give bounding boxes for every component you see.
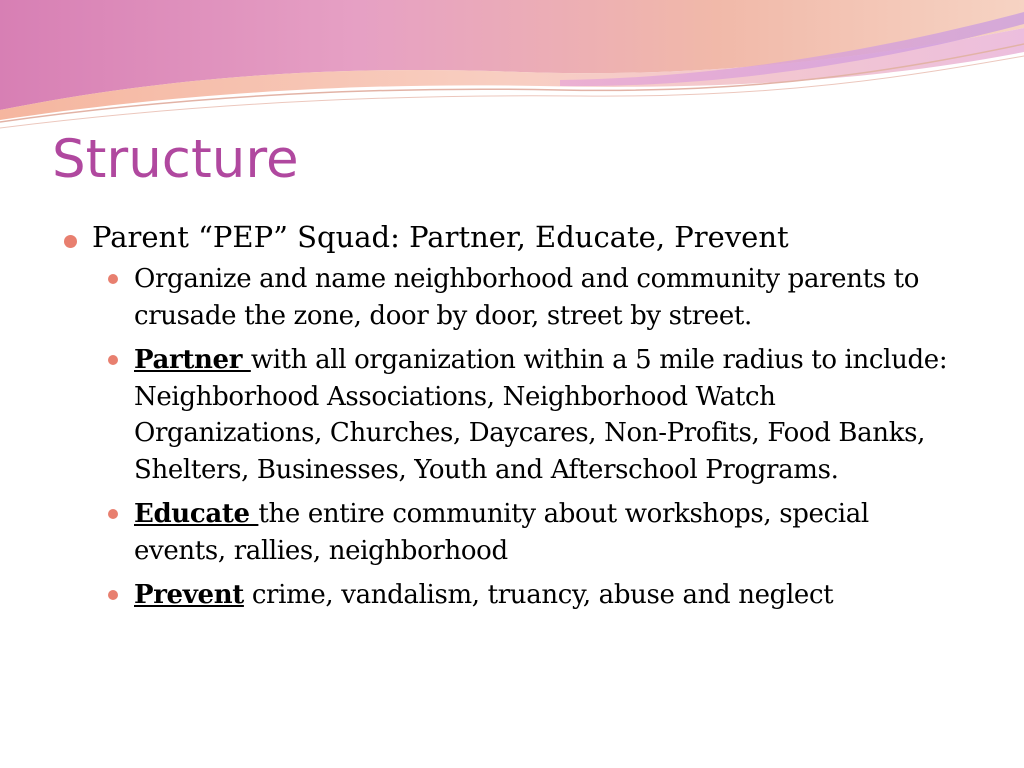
sub-bullet-item-organize	[106, 261, 964, 334]
keyword-educate: Educate	[134, 499, 259, 530]
sub-bullet-item-partner	[106, 342, 964, 488]
header-wave-decoration	[0, 0, 1024, 140]
bullet-dot-icon	[108, 274, 118, 284]
keyword-prevent: Prevent	[134, 580, 244, 611]
sub-bullet-text: crime, vandalism, truancy, abuse and neglect	[243, 580, 834, 611]
slide-content	[64, 220, 964, 622]
bullet-dot-icon	[108, 509, 118, 519]
sub-bullet-item-prevent	[106, 577, 964, 614]
sub-bullet-text: Organize and name neighborhood and community parents to crusade the zone, door by door, street by street.	[134, 264, 920, 331]
sub-bullet-text: the entire community about workshops, special events, rallies, neighborhood	[134, 499, 869, 566]
bullet-dot-icon	[108, 590, 118, 600]
bullet-dot-icon	[64, 235, 77, 248]
main-bullet-item	[64, 220, 964, 255]
main-bullet-text: Parent “PEP” Squad: Partner, Educate, Prevent	[92, 220, 789, 254]
sub-bullet-item-educate	[106, 496, 964, 569]
sub-bullet-list	[106, 261, 964, 614]
slide-title: Structure	[52, 129, 299, 190]
keyword-partner: Partner	[134, 345, 251, 376]
bullet-dot-icon	[108, 355, 118, 365]
sub-bullet-text: with all organization within a 5 mile radius to include: Neighborhood Associations, Neighborhood Watch Organizations, Churches, Daycares, Non-Profits, Food Banks, Shelters, Businesses, Youth and Afterschool Programs.	[134, 345, 948, 485]
